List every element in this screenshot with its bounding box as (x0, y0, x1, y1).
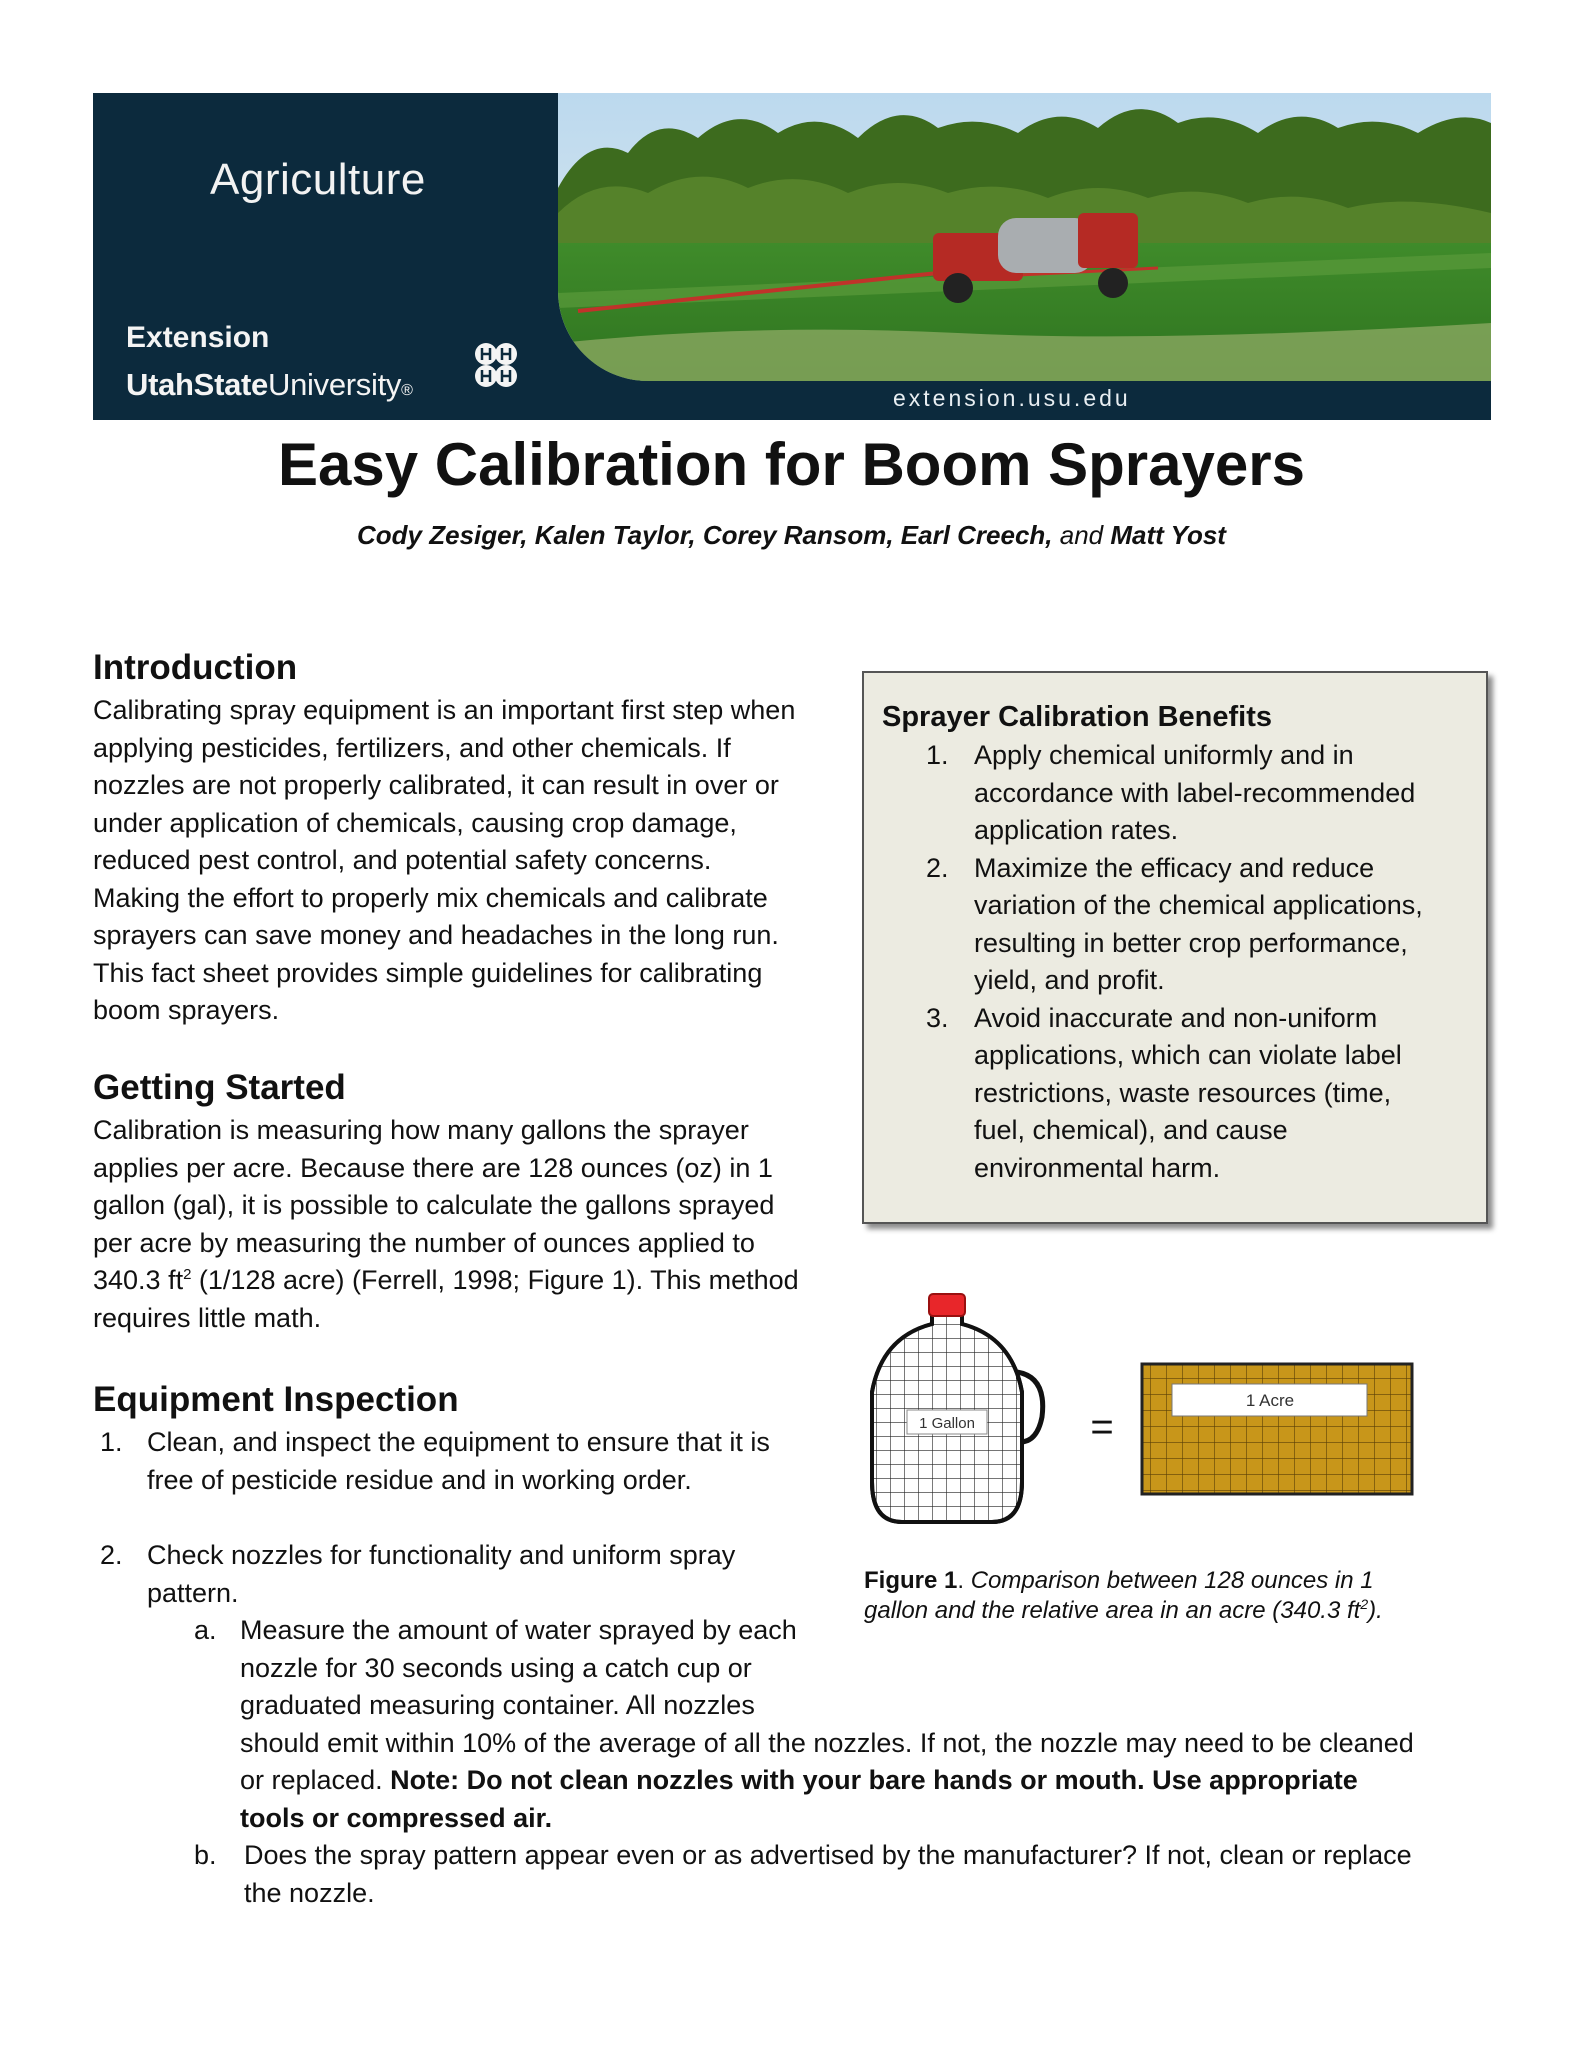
figure-label: Figure 1 (864, 1567, 958, 1594)
intro-line: nozzles are not properly calibrated, it can result in over or (93, 770, 779, 800)
authors-last: Matt Yost (1110, 520, 1226, 550)
equipment-heading: Equipment Inspection (93, 1380, 459, 1419)
authors-and: and (1059, 520, 1104, 550)
item-line: Measure the amount of water sprayed by each (240, 1615, 797, 1645)
item-line: Check nozzles for functionality and uniform spray (147, 1540, 736, 1570)
benefit-line: variation of the chemical applications, (974, 890, 1423, 920)
sublist-letter: a. (194, 1615, 217, 1645)
item-line: Does the spray pattern appear even or as advertised by the manufacturer? If not, clean or replace (244, 1840, 1412, 1870)
sprayer-field-photo (558, 93, 1491, 381)
benefit-line: accordance with label-recommended (974, 777, 1416, 808)
page-title: Easy Calibration for Boom Sprayers (278, 431, 1305, 498)
intro-line: applying pesticides, fertilizers, and other chemicals. If (93, 732, 731, 763)
note-warning-end: tools or compressed air. (240, 1802, 553, 1833)
item-line: Clean, and inspect the equipment to ensure that it is (147, 1427, 770, 1457)
extension-url: extension.usu.edu (893, 385, 1131, 411)
intro-line: Making the effort to properly mix chemicals and calibrate (93, 882, 768, 913)
equipment-item-2 (100, 1537, 860, 1612)
benefit-line: Maximize the efficacy and reduce (974, 852, 1375, 883)
caption-line: Comparison between 128 ounces in 1 (964, 1567, 1374, 1594)
list-number: 1. (100, 1427, 123, 1457)
gallon-label: 1 Gallon (919, 1415, 975, 1432)
benefit-line: environmental harm. (974, 1152, 1221, 1183)
benefit-item (882, 737, 1468, 850)
gs-line: Calibration is measuring how many gallons the sprayer (93, 1115, 749, 1145)
introduction-section (93, 648, 848, 1030)
benefit-line: Avoid inaccurate and non-uniform (974, 1002, 1378, 1033)
intro-line: Calibrating spray equipment is an important first step when (93, 695, 796, 725)
registered-mark: ® (401, 382, 413, 399)
benefit-number: 2. (926, 852, 949, 883)
benefit-line: Apply chemical uniformly and in (974, 740, 1354, 770)
gallon-jug-icon (862, 1282, 1043, 1532)
item-line: should emit within 10% of the average of all the nozzles. If not, the nozzle may need to be cleaned (240, 1727, 1414, 1758)
benefit-item (882, 850, 1468, 1000)
equipment-section (93, 1380, 848, 1420)
author-list (0, 520, 1583, 551)
sublist-letter: b. (194, 1840, 217, 1870)
intro-line: reduced pest control, and potential safety concerns. (93, 845, 712, 875)
gs-line: requires little math. (93, 1302, 322, 1333)
banner-extension-label: Extension (126, 321, 270, 354)
benefit-line: restrictions, waste resources (time, (974, 1077, 1392, 1108)
university-logo-text (126, 367, 413, 403)
list-number: 2. (100, 1540, 123, 1570)
university-name-rest: University (268, 367, 402, 402)
note-warning: Note: Do not clean nozzles with your bare hands or mouth. Use appropriate (390, 1765, 1358, 1795)
area-exponent: 2 (183, 1266, 192, 1283)
item-line: nozzle for 30 seconds using a catch cup or (240, 1652, 752, 1683)
caption-line: gallon and the relative area in an acre (340.3 ft (864, 1597, 1361, 1624)
university-name-bold: UtahState (126, 367, 268, 402)
benefit-line: yield, and profit. (974, 965, 1165, 995)
getting-started-heading: Getting Started (93, 1068, 346, 1107)
gs-line: per acre by measuring the number of ounces applied to (93, 1227, 755, 1258)
benefit-number: 3. (926, 1002, 949, 1033)
item-line: graduated measuring container. All nozzles (240, 1690, 755, 1720)
acre-label: 1 Acre (1245, 1391, 1295, 1410)
authors-names: Cody Zesiger, Kalen Taylor, Corey Ransom, Earl Creech, (357, 520, 1053, 550)
benefit-number: 1. (926, 740, 949, 770)
four-h-clover-icon (468, 338, 524, 394)
intro-line: boom sprayers. (93, 995, 280, 1025)
caption-line-end: ). (1368, 1597, 1383, 1624)
benefit-item (882, 1000, 1468, 1188)
acre-grid-icon (1142, 1364, 1412, 1494)
benefits-heading: Sprayer Calibration Benefits (882, 701, 1272, 733)
intro-line: under application of chemicals, causing crop damage, (93, 807, 737, 838)
equipment-subitem-a (194, 1612, 1494, 1837)
area-value: 340.3 ft (93, 1265, 184, 1295)
equipment-subitem-b (194, 1837, 1494, 1912)
area-rest: (1/128 acre) (Ferrell, 1998; Figure 1). This method (191, 1265, 799, 1295)
gallon-acre-figure (862, 1282, 1430, 1532)
intro-line: sprayers can save money and headaches in the long run. (93, 920, 779, 950)
caption-exponent: 2 (1360, 1596, 1369, 1612)
intro-line: This fact sheet provides simple guidelines for calibrating (93, 957, 763, 988)
benefit-line: application rates. (974, 815, 1179, 845)
note-lead: or replaced. (240, 1765, 391, 1795)
header-banner (93, 93, 1491, 420)
benefit-line: fuel, chemical), and cause (974, 1115, 1288, 1145)
benefits-list (882, 737, 1468, 1187)
gs-line-area (93, 1262, 848, 1300)
benefit-line: applications, which can violate label (974, 1040, 1402, 1070)
benefits-callout-box (862, 671, 1488, 1224)
banner-section-title: Agriculture (210, 155, 426, 204)
gs-line: gallon (gal), it is possible to calculate the gallons sprayed (93, 1190, 775, 1220)
item-line: free of pesticide residue and in working order. (147, 1464, 692, 1495)
gs-line: applies per acre. Because there are 128 ounces (oz) in 1 (93, 1152, 773, 1183)
figure-label-dot: . (957, 1567, 965, 1594)
benefit-line: resulting in better crop performance, (974, 927, 1408, 958)
equals-sign: = (1090, 1405, 1114, 1449)
item-line-note (240, 1762, 1494, 1800)
item-line: pattern. (147, 1577, 239, 1608)
introduction-heading: Introduction (93, 648, 298, 687)
equipment-item-1 (100, 1424, 860, 1499)
getting-started-section (93, 1068, 848, 1337)
item-line: the nozzle. (244, 1877, 375, 1908)
